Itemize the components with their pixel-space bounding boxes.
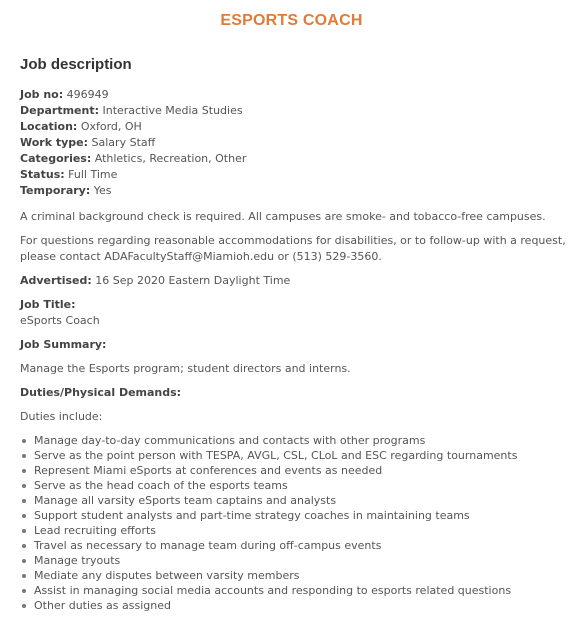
duty-item: Serve as the head coach of the esports teams (34, 478, 565, 493)
location-row (20, 119, 565, 135)
categories-label: Categories: (20, 152, 92, 165)
duty-item: Manage all varsity eSports team captains and analysts (34, 493, 565, 508)
duty-item: Travel as necessary to manage team during off-campus events (34, 538, 565, 553)
duty-item: Represent Miami eSports at conferences and events as needed (34, 463, 565, 478)
location-label: Location: (20, 120, 78, 133)
status-row (20, 167, 565, 183)
location-value: Oxford, OH (80, 120, 142, 133)
duty-item: Manage tryouts (34, 553, 565, 568)
status-label: Status: (20, 168, 65, 181)
job-title-value: eSports Coach (20, 314, 100, 327)
department-row (20, 103, 565, 119)
duty-item: Other duties as assigned (34, 598, 565, 613)
duties-intro: Duties include: (20, 410, 103, 423)
department-value: Interactive Media Studies (102, 104, 243, 117)
categories-row (20, 151, 565, 167)
section-heading: Job description (20, 56, 132, 73)
background-check-notice: A criminal background check is required. All campuses are smoke- and tobacco-free campuses. (20, 210, 546, 223)
temporary-value: Yes (93, 184, 112, 197)
temporary-label: Temporary: (20, 184, 91, 197)
advertised-value: 16 Sep 2020 Eastern Daylight Time (95, 274, 291, 287)
duty-item: Serve as the point person with TESPA, AVGL, CSL, CLoL and ESC regarding tournaments (34, 448, 565, 463)
work-type-value: Salary Staff (91, 136, 156, 149)
work-type-row (20, 135, 565, 151)
job-summary-value: Manage the Esports program; student directors and interns. (20, 362, 351, 375)
job-no-row (20, 87, 565, 103)
accommodations-line-1: For questions regarding reasonable accommodations for disabilities, or to follow-up with a request, (20, 234, 566, 247)
duty-item: Manage day-to-day communications and contacts with other programs (34, 433, 565, 448)
duties-label: Duties/Physical Demands: (20, 386, 182, 399)
categories-value: Athletics, Recreation, Other (94, 152, 247, 165)
duties-list (20, 433, 565, 613)
job-no-label: Job no: (20, 88, 64, 101)
job-title-label: Job Title: (20, 298, 76, 311)
job-no-value: 496949 (66, 88, 109, 101)
advertised-label: Advertised: (20, 274, 92, 287)
accommodations-line-2: please contact ADAFacultyStaff@Miamioh.edu or (513) 529-3560. (20, 250, 382, 263)
job-title: ESPORTS COACH (220, 12, 363, 29)
duty-item: Support student analysts and part-time strategy coaches in maintaining teams (34, 508, 565, 523)
job-summary-label: Job Summary: (20, 338, 107, 351)
work-type-label: Work type: (20, 136, 89, 149)
status-value: Full Time (68, 168, 118, 181)
duty-item: Assist in managing social media accounts and responding to esports related questions (34, 583, 565, 598)
duty-item: Lead recruiting efforts (34, 523, 565, 538)
advertised-row (20, 273, 565, 289)
department-label: Department: (20, 104, 99, 117)
job-details (20, 87, 565, 613)
duty-item: Mediate any disputes between varsity members (34, 568, 565, 583)
temporary-row (20, 183, 565, 199)
